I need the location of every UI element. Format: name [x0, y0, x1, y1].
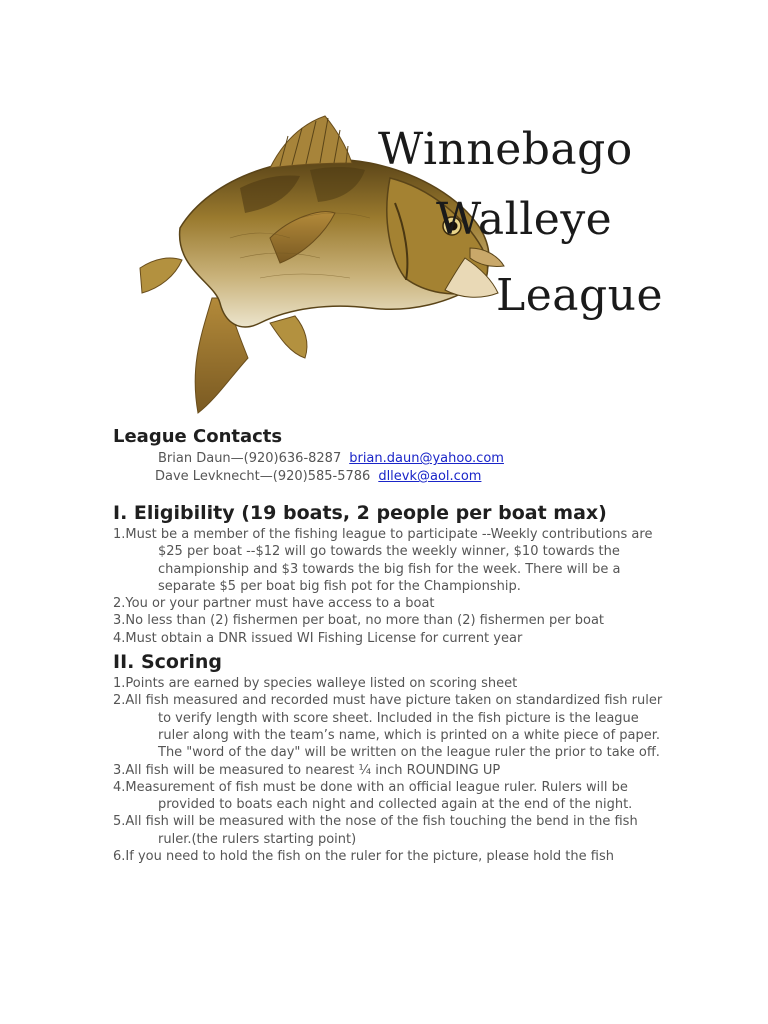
list-item: 3.No less than (2) fishermen per boat, no more than (2) fishermen per boat — [113, 613, 605, 629]
list-item: 2.All fish measured and recorded must have picture taken on standardized fish ruler to verify length with score sheet. Included in the fish picture is the league ruler along with the team’s name, which is printed on a white piece of paper. The "word of the day" will be written on the league ruler the prior to take off. — [113, 693, 663, 761]
contact-brian-daun — [113, 450, 673, 468]
title-line-league: League — [496, 270, 664, 321]
list-item: 1.Must be a member of the fishing league to participate --Weekly contributions are $25 per boat --$12 will go towards the weekly winner, $10 towards the championship and $3 towards the big fish for the week. There will be a separate $5 per boat big fish pot for the Championship. — [113, 527, 653, 594]
eligibility-list — [113, 526, 673, 647]
scoring-heading: II. Scoring — [113, 651, 222, 674]
list-item: 1.Points are earned by species walleye listed on scoring sheet — [113, 676, 518, 692]
title-line-winnebago: Winnebago — [378, 124, 633, 175]
email-link-brian[interactable]: brian.daun@yahoo.com — [349, 451, 504, 466]
list-item: 3.All fish will be measured to nearest ¼ inch ROUNDING UP — [113, 762, 501, 778]
list-item: 4.Measurement of fish must be done with an official league ruler. Rulers will be provided to boats each night and collected again at the end of the night. — [113, 779, 633, 813]
contact-text: Dave Levknecht—(920)585-5786 — [155, 469, 371, 484]
email-link-dave[interactable]: dllevk@aol.com — [378, 469, 482, 484]
contact-text: Brian Daun—(920)636-8287 — [158, 451, 342, 466]
eligibility-heading: I. Eligibility (19 boats, 2 people per boat max) — [113, 502, 607, 524]
scoring-list — [113, 675, 673, 865]
list-item: 2.You or your partner must have access to a boat — [113, 596, 435, 612]
document-body — [113, 424, 673, 865]
league-contacts-heading: League Contacts — [113, 426, 283, 447]
list-item: 5.All fish will be measured with the nose of the fish touching the bend in the fish ruler.(the rulers starting point) — [113, 814, 638, 847]
title-line-walleye: Walleye — [436, 194, 613, 245]
list-item: 4.Must obtain a DNR issued WI Fishing License for current year — [113, 630, 523, 646]
list-item: 6.If you need to hold the fish on the ruler for the picture, please hold the fish — [113, 849, 614, 865]
contact-dave-levknecht — [113, 468, 673, 486]
